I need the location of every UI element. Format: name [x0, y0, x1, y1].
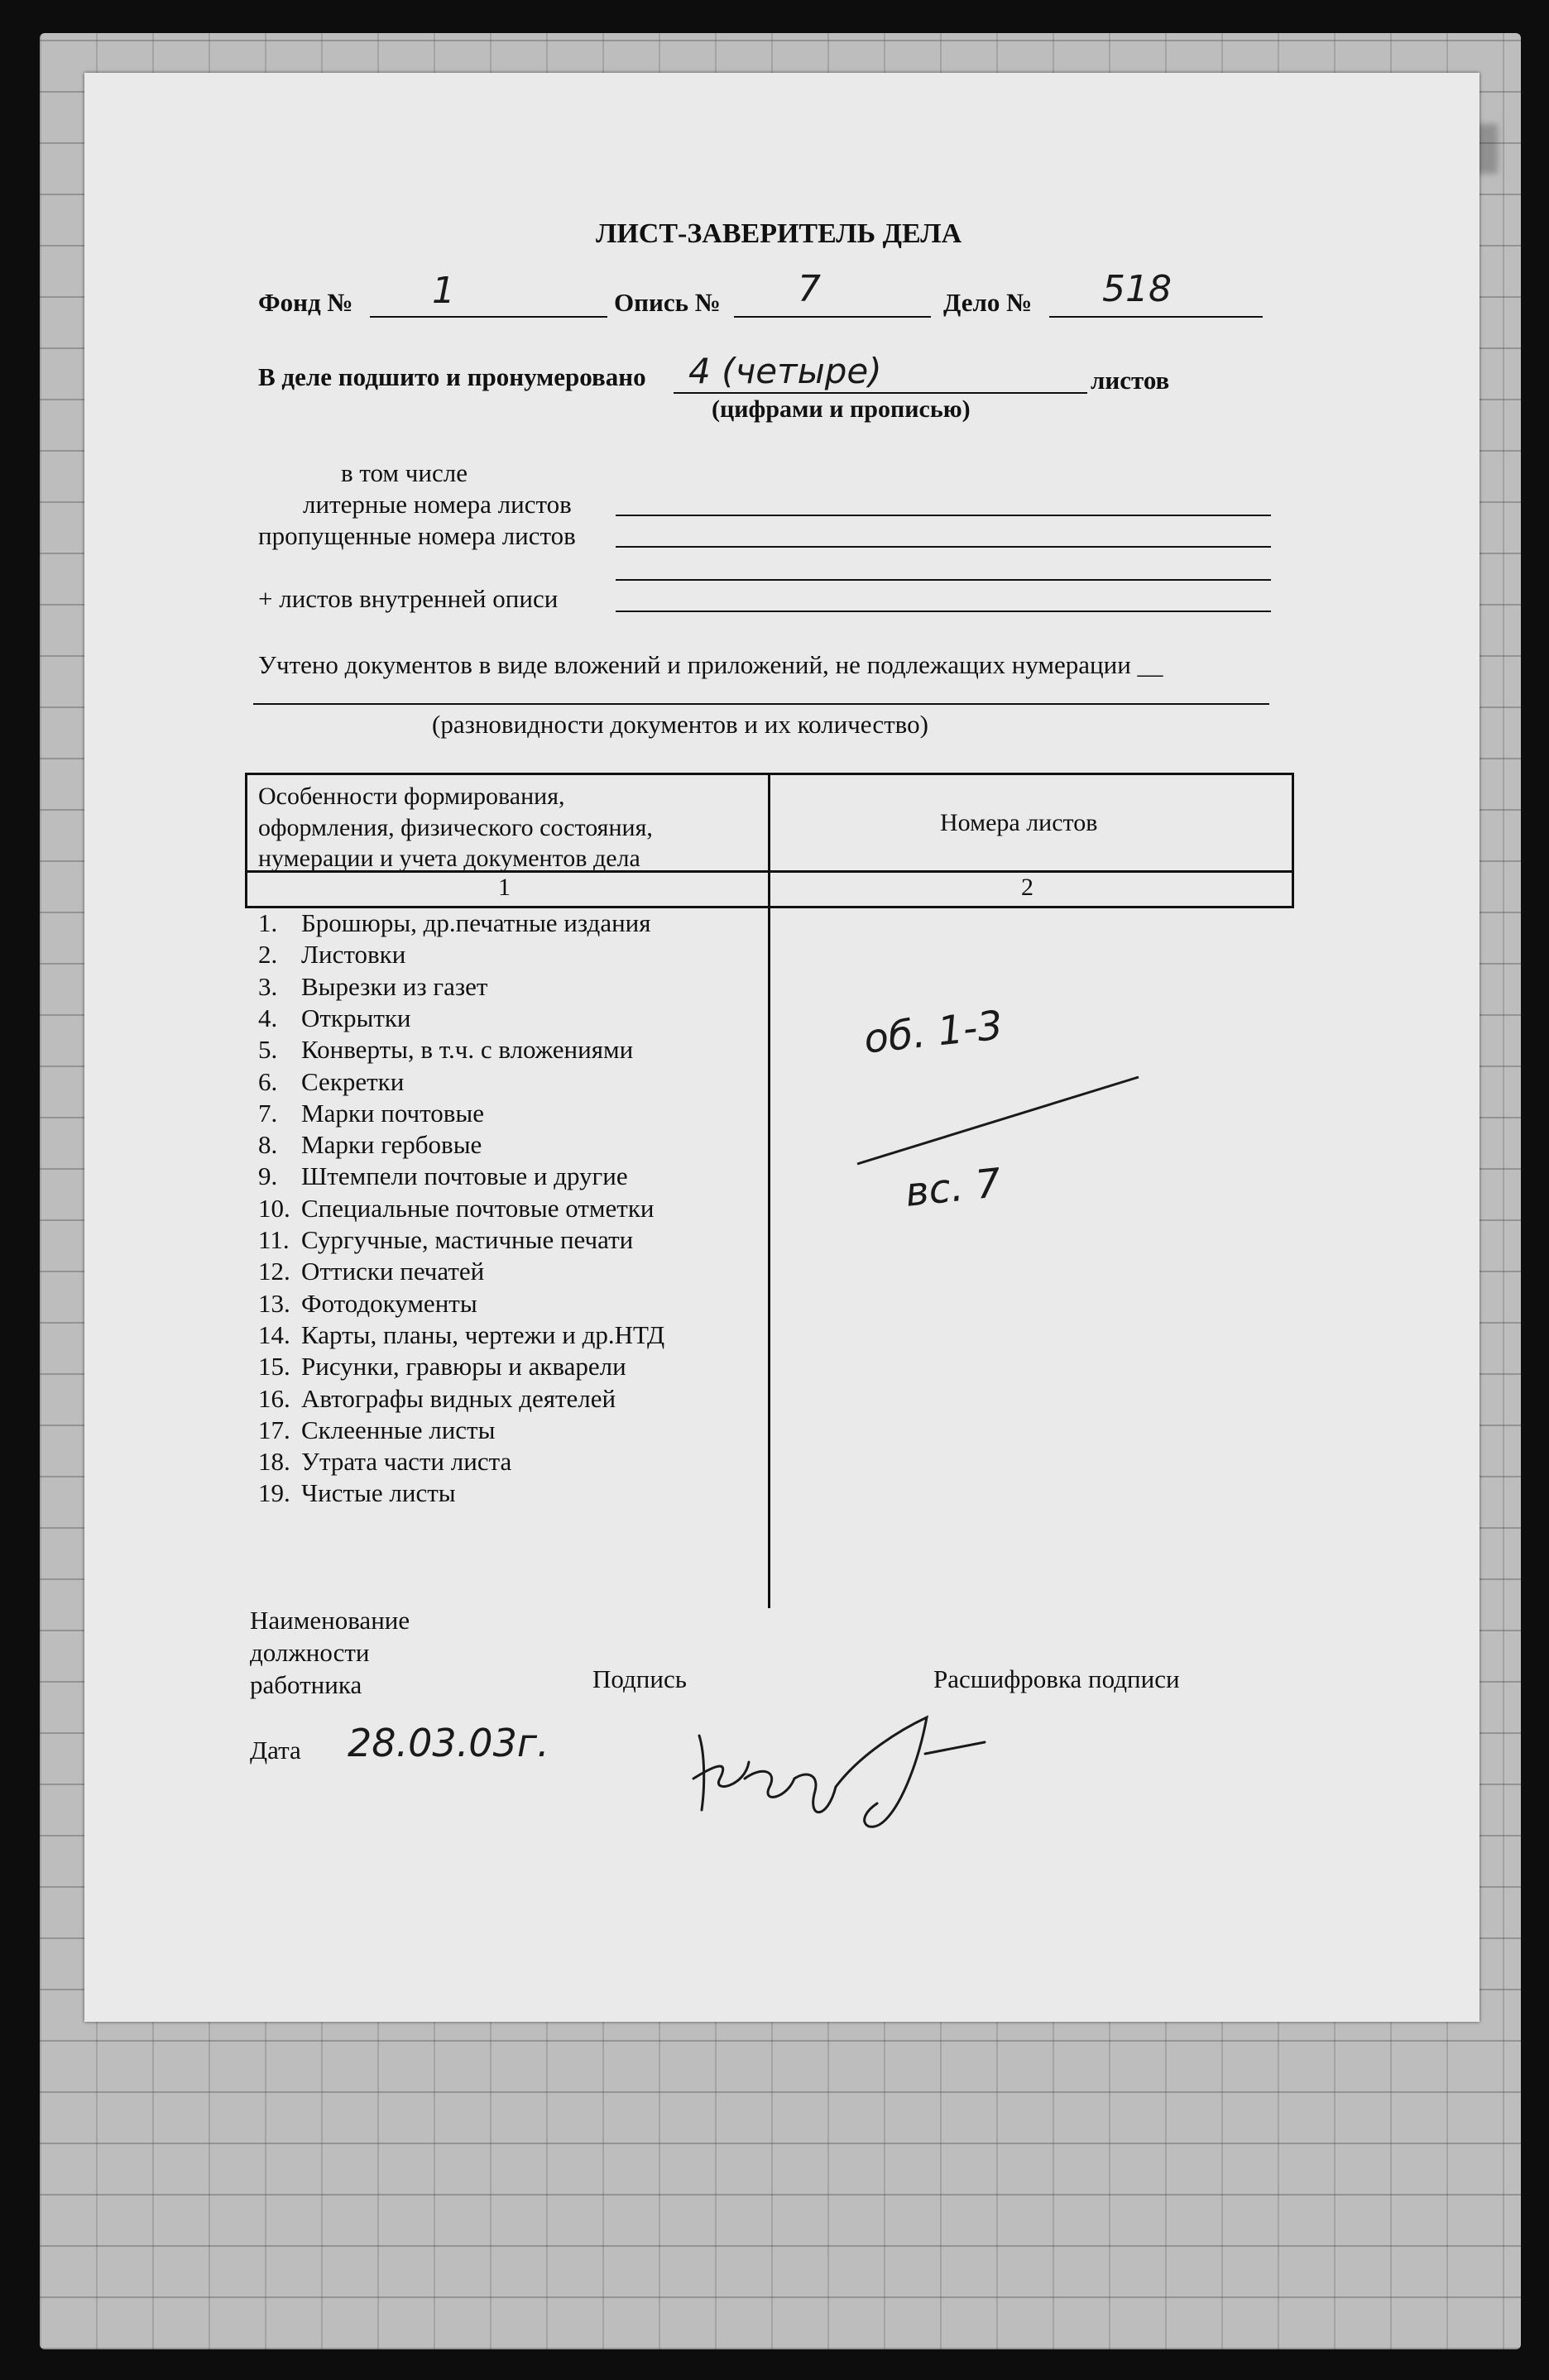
- list-item-number: 1.: [258, 908, 278, 937]
- opis-label: Опись №: [614, 288, 721, 317]
- signature-label: Подпись: [592, 1664, 687, 1693]
- list-item-text: Оттиски печатей: [301, 1257, 485, 1286]
- list-item-number: 6.: [258, 1066, 278, 1096]
- list-item-number: 13.: [258, 1288, 290, 1318]
- list-item-number: 10.: [258, 1193, 290, 1223]
- list-item-text: Открытки: [301, 1003, 411, 1032]
- sheet-title: ЛИСТ-ЗАВЕРИТЕЛЬ ДЕЛА: [596, 218, 962, 249]
- list-item-text: Рисунки, гравюры и акварели: [301, 1352, 626, 1382]
- list-item-text: Автографы видных деятелей: [301, 1383, 616, 1413]
- list-item-text: Конверты, в т.ч. с вложениями: [301, 1035, 634, 1065]
- col1-header: Особенности формирования, оформления, физического состояния, нумерации и учета документов дела: [258, 783, 653, 872]
- strike-line: [857, 1077, 1139, 1164]
- list-item-number: 16.: [258, 1383, 290, 1413]
- signature-mark: [687, 1717, 985, 1827]
- fond-value: 1: [432, 270, 455, 312]
- incl-label: в том числе: [341, 458, 468, 487]
- list-item-text: Фотодокументы: [301, 1288, 477, 1318]
- list-item-number: 18.: [258, 1447, 290, 1477]
- list-item-text: Штемпели почтовые и другие: [301, 1161, 628, 1191]
- list-item-text: Марки почтовые: [301, 1098, 484, 1128]
- list-item-number: 19.: [258, 1478, 290, 1508]
- sewn-label: В деле подшито и пронумеровано: [258, 362, 646, 391]
- liter-label: литерные номера листов: [303, 490, 572, 519]
- list-item-text: Листовки: [301, 940, 406, 970]
- list-item-number: 11.: [258, 1225, 290, 1254]
- list-item-text: Брошюры, др.печатные издания: [301, 908, 651, 937]
- sewn-value: 4 (четыре): [688, 351, 882, 391]
- note-total: вс. 7: [903, 1160, 1004, 1216]
- inner-label: + листов внутренней описи: [258, 584, 559, 613]
- col2-number: 2: [1021, 874, 1033, 901]
- list-item-number: 15.: [258, 1352, 290, 1382]
- opis-value: 7: [798, 268, 821, 310]
- list-item-text: Секретки: [301, 1066, 405, 1096]
- missing-label: пропущенные номера листов: [258, 521, 576, 550]
- sewn-hint: (цифрами и прописью): [712, 395, 971, 423]
- col2-header: Номера листов: [940, 809, 1098, 836]
- date-value: 28.03.03г.: [348, 1721, 549, 1765]
- list-item-number: 8.: [258, 1130, 278, 1160]
- date-label: Дата: [250, 1736, 301, 1765]
- note-pages: об. 1-3: [861, 1002, 1005, 1063]
- list-item-text: Сургучные, мастичные печати: [301, 1225, 634, 1254]
- list-item-number: 12.: [258, 1257, 290, 1286]
- list-item-number: 3.: [258, 971, 278, 1001]
- list-item-number: 17.: [258, 1415, 290, 1444]
- list-item-text: Специальные почтовые отметки: [301, 1193, 655, 1223]
- list-item-text: Марки гербовые: [301, 1130, 482, 1160]
- list-item-number: 14.: [258, 1319, 290, 1349]
- col1-number: 1: [498, 874, 511, 901]
- list-item-number: 2.: [258, 940, 278, 970]
- fond-label: Фонд №: [258, 288, 353, 317]
- list-item-text: Чистые листы: [301, 1478, 456, 1508]
- list-item-number: 7.: [258, 1098, 278, 1128]
- decode-label: Расшифровка подписи: [933, 1664, 1180, 1693]
- counted-label: Учтено документов в виде вложений и приложений, не подлежащих нумерации __: [258, 650, 1163, 679]
- list-item-number: 5.: [258, 1035, 278, 1065]
- delo-value: 518: [1102, 268, 1172, 310]
- list-item-text: Вырезки из газет: [301, 971, 488, 1001]
- counted-hint: (разновидности документов и их количество): [432, 710, 928, 739]
- list-item-text: Карты, планы, чертежи и др.НТД: [301, 1319, 665, 1349]
- position-label: Наименование должности работника: [250, 1606, 410, 1699]
- list-item-text: Склеенные листы: [301, 1415, 496, 1444]
- delo-label: Дело №: [943, 288, 1033, 317]
- sewn-suffix: листов: [1091, 366, 1170, 395]
- list-item-text: Утрата части листа: [301, 1447, 512, 1477]
- list-item-number: 9.: [258, 1161, 278, 1191]
- list-item-number: 4.: [258, 1003, 278, 1032]
